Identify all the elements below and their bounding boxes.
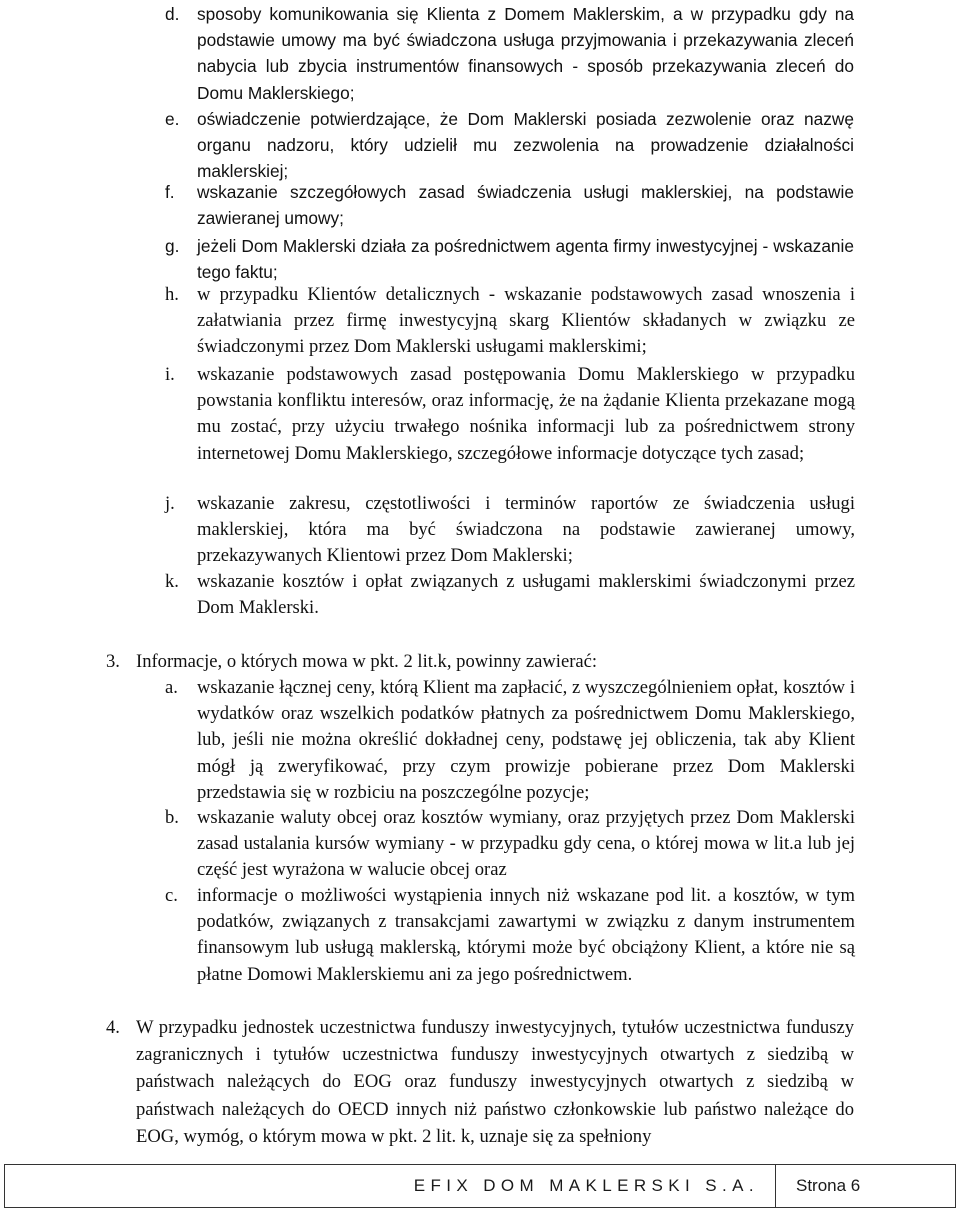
list-item-text: oświadczenie potwierdzające, że Dom Maklerski posiada zezwolenie oraz nazwę organu nadzoru, który udzielił mu zezwolenia na prowadzenie działalności maklerskiej;: [197, 109, 854, 182]
section-4-text: W przypadku jednostek uczestnictwa funduszy inwestycyjnych, tytułów uczestnictwa funduszy zagranicznych i tytułów uczestnictwa funduszy inwestycyjnych otwartych z siedzibą w państwach należących do EOG oraz funduszy inwestycyjnych otwartych z siedzibą w państwach należących do OECD innych niż państwo członkowskie lub państwo należące do EOG, wymóg, o którym mowa w pkt. 2 lit. k, uznaje się za spełniony: [136, 1017, 854, 1147]
list-marker: h.: [165, 284, 179, 305]
page-footer: [4, 1164, 956, 1208]
list-marker: k.: [165, 571, 179, 592]
list-item-text: wskazanie szczegółowych zasad świadczenia usługi maklerskiej, na podstawie zawieranej umowy;: [197, 182, 854, 229]
list-item-text: jeżeli Dom Maklerski działa za pośrednictwem agenta firmy inwestycyjnej - wskazanie tego faktu;: [197, 236, 854, 283]
section-number: 4.: [106, 1017, 120, 1038]
list-marker: g.: [165, 236, 180, 256]
list-marker: a.: [165, 677, 178, 698]
list-item-e: [165, 106, 854, 185]
section-heading-text: Informacje, o których mowa w pkt. 2 lit.k, powinny zawierać:: [136, 651, 598, 672]
list-item-text: w przypadku Klientów detalicznych - wskazanie podstawowych zasad wnoszenia i załatwiania przez firmę inwestycyjną skarg Klientów składanych w związku ze świadczonymi przez Dom Maklerski usługami maklerskimi;: [197, 284, 855, 358]
list-marker: b.: [165, 807, 179, 828]
list-item-text: sposoby komunikowania się Klienta z Domem Maklerskim, a w przypadku gdy na podstawie umowy ma być świadczona usługa przyjmowania i przekazywania zleceń nabycia lub zbycia instrumentów finansowych - sposób przekazywania zleceń do Domu Maklerskiego;: [197, 4, 854, 103]
section-3-item-a: [165, 675, 855, 806]
list-item-d: [165, 1, 854, 106]
list-marker: j.: [165, 493, 175, 514]
list-item-k: [165, 569, 855, 621]
list-item-text: wskazanie podstawowych zasad postępowania Domu Maklerskiego w przypadku powstania konfliktu interesów, oraz informację, że na żądanie Klienta przekazane mogą mu zostać, przy użyciu trwałego nośnika informacji lub za pośrednictwem strony internetowej Domu Maklerskiego, szczegółowe informacje dotyczące tych zasad;: [197, 364, 855, 464]
list-item-f: [165, 179, 854, 231]
list-marker: d.: [165, 4, 180, 24]
list-marker: i.: [165, 364, 175, 385]
footer-page-number: Strona 6: [775, 1165, 957, 1207]
list-item-text: wskazanie kosztów i opłat związanych z usługami maklerskimi świadczonymi przez Dom Maklerski.: [197, 571, 855, 619]
list-item-text: wskazanie waluty obcej oraz kosztów wymiany, oraz przyjętych przez Dom Maklerski zasad ustalania kursów wymiany - w przypadku gdy cena, o której mowa w lit.a lub jej część jest wyrażona w walucie obcej oraz: [197, 807, 855, 881]
list-item-j: [165, 491, 855, 570]
section-3-heading: [106, 649, 854, 675]
section-3-item-c: [165, 883, 855, 988]
section-number: 3.: [106, 651, 120, 672]
list-marker: e.: [165, 109, 180, 129]
list-item-i: [165, 362, 855, 467]
section-4-paragraph: [106, 1014, 854, 1150]
list-item-g: [165, 233, 854, 285]
section-3-item-b: [165, 805, 855, 884]
list-marker: c.: [165, 885, 178, 906]
list-item-text: wskazanie łącznej ceny, którą Klient ma zapłacić, z wyszczególnieniem opłat, kosztów i wydatków oraz wszelkich podatków płatnych za pośrednictwem Domu Maklerskiego, lub, jeśli nie można określić dokładnej ceny, podstawę jej obliczenia, tak aby Klient mógł ją zweryfikować, przy czym prowizje pobierane przez Dom Maklerski przedstawia się w rozbiciu na poszczególne pozycje;: [197, 677, 855, 803]
list-item-h: [165, 282, 855, 361]
list-item-text: informacje o możliwości wystąpienia innych niż wskazane pod lit. a kosztów, w tym podatków, związanych z transakcjami zawartymi w związku z danym instrumentem finansowym lub usługą maklerską, którymi może być obciążony Klient, a które nie są płatne Domowi Maklerskiemu ani za jego pośrednictwem.: [197, 885, 855, 985]
list-marker: f.: [165, 182, 175, 202]
footer-company-name: EFIX DOM MAKLERSKI S.A.: [413, 1176, 759, 1195]
list-item-text: wskazanie zakresu, częstotliwości i terminów raportów ze świadczenia usługi maklerskiej, która ma być świadczona na podstawie zawieranej umowy, przekazywanych Klientowi przez Dom Maklerski;: [197, 493, 855, 567]
